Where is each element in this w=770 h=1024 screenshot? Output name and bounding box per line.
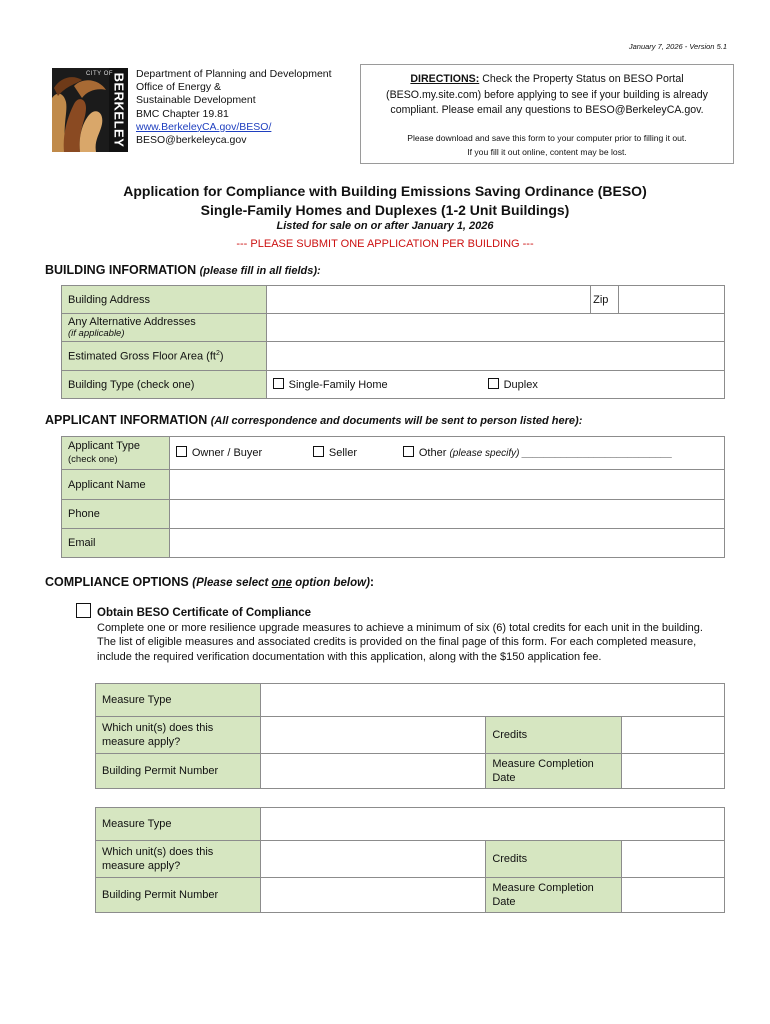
compliance-note-b: option below): [291, 577, 370, 589]
alt-address-label-cell: [62, 314, 267, 342]
owner-buyer-label: Owner / Buyer: [191, 447, 263, 459]
other-option[interactable]: [403, 447, 673, 459]
certificate-checkbox[interactable]: [76, 603, 91, 618]
building-address-row: [62, 286, 725, 314]
which-units-field-2[interactable]: [260, 841, 486, 878]
other-label: Other: [418, 447, 447, 459]
form-title: Application for Compliance with Building Emissions Saving Ordinance (BESO): [123, 183, 647, 199]
completion-label-2: Measure Completion Date: [486, 878, 622, 913]
measure-type-field-2[interactable]: [260, 808, 724, 841]
completion-label-1: Measure Completion Date: [486, 754, 622, 789]
applicant-type-label-cell: [62, 437, 170, 470]
credits-label-2: Credits: [486, 841, 622, 878]
other-specify-line[interactable]: (please specify) ___________________________: [449, 448, 673, 459]
applicant-type-note: (check one): [68, 454, 118, 465]
directions-note: [367, 132, 727, 159]
building-heading-text: BUILDING INFORMATION: [45, 263, 197, 277]
directions-body: Check the Property Status on BESO Portal (BESO.my.site.com) before applying to see if your building is already compliant. Please email any questions to BESO@BerkeleyCA.gov.: [386, 73, 708, 116]
form-listing-note: Listed for sale on or after January 1, 2026: [276, 220, 494, 232]
which-units-label-1: Which unit(s) does this measure apply?: [96, 717, 261, 754]
certificate-option[interactable]: [76, 603, 311, 619]
compliance-colon: :: [369, 575, 375, 589]
department-block: [136, 68, 332, 147]
floor-area-label: [62, 342, 267, 371]
permit-field-1[interactable]: [260, 754, 486, 789]
owner-buyer-checkbox[interactable]: [176, 446, 187, 457]
compliance-heading-note: [192, 577, 370, 589]
zip-field[interactable]: [619, 286, 725, 314]
units-row-1: [96, 717, 725, 754]
measure-type-label-2: Measure Type: [96, 808, 261, 841]
phone-field[interactable]: [169, 500, 724, 529]
dept-line4: BMC Chapter 19.81: [136, 107, 229, 120]
building-info-heading: [45, 263, 321, 277]
certificate-option-title: Obtain BESO Certificate of Compliance: [97, 607, 312, 619]
phone-label: Phone: [62, 500, 170, 529]
form-submit-note: --- PLEASE SUBMIT ONE APPLICATION PER BUILDING ---: [236, 238, 534, 250]
other-checkbox[interactable]: [403, 446, 414, 457]
beso-website-link[interactable]: www.BerkeleyCA.gov/BESO/: [136, 120, 272, 133]
alt-address-field[interactable]: [266, 314, 724, 342]
logo-city-of: CITY OF: [86, 71, 114, 77]
which-units-label-2: Which unit(s) does this measure apply?: [96, 841, 261, 878]
seller-option[interactable]: [313, 446, 403, 459]
applicant-type-options: [169, 437, 724, 470]
compliance-heading-text: COMPLIANCE OPTIONS: [45, 575, 189, 589]
directions-text: [367, 72, 727, 119]
measure-table-1: [95, 683, 725, 789]
owner-buyer-option[interactable]: [176, 446, 313, 459]
floor-area-text: Estimated Gross Floor Area (ft: [68, 350, 216, 363]
applicant-type-label: Applicant Type: [68, 440, 140, 452]
applicant-name-label: Applicant Name: [62, 470, 170, 500]
building-type-label: Building Type (check one): [62, 371, 267, 399]
measure-table-2: [95, 807, 725, 913]
permit-field-2[interactable]: [260, 878, 486, 913]
email-label: Email: [62, 529, 170, 558]
duplex-option[interactable]: [488, 379, 538, 391]
measure-type-label-1: Measure Type: [96, 684, 261, 717]
single-family-option[interactable]: [273, 378, 488, 391]
floor-area-field[interactable]: [266, 342, 724, 371]
compliance-note-one: one: [271, 577, 292, 589]
duplex-label: Duplex: [503, 379, 538, 391]
single-family-label: Single-Family Home: [288, 379, 388, 391]
floor-area-close: ): [219, 350, 224, 363]
directions-note2: If you fill it out online, content may be lost.: [467, 146, 627, 157]
building-type-row: [62, 371, 725, 399]
seller-checkbox[interactable]: [313, 446, 324, 457]
building-type-options: [266, 371, 724, 399]
applicant-info-heading: [45, 413, 582, 427]
permit-label-1: Building Permit Number: [96, 754, 261, 789]
dept-line3: Sustainable Development: [136, 94, 256, 107]
credits-field-2[interactable]: [622, 841, 725, 878]
logo-wordmark: BERKELEY: [111, 72, 126, 148]
directions-label: DIRECTIONS:: [410, 73, 480, 85]
alt-address-note: (if applicable): [68, 327, 125, 339]
building-address-label: Building Address: [62, 286, 267, 314]
completion-field-2[interactable]: [622, 878, 725, 913]
alt-address-row: [62, 314, 725, 342]
credits-field-1[interactable]: [622, 717, 725, 754]
credits-label-1: Credits: [486, 717, 622, 754]
phone-row: [62, 500, 725, 529]
version-stamp: January 7, 2026 - Version 5.1: [628, 42, 727, 51]
building-address-field[interactable]: [266, 286, 591, 314]
applicant-heading-note: (All correspondence and documents will be sent to person listed here):: [210, 415, 583, 427]
dept-email: BESO@berkeleyca.gov: [136, 134, 247, 147]
permit-row-1: [96, 754, 725, 789]
dept-line2: Office of Energy &: [136, 81, 222, 94]
email-field[interactable]: [169, 529, 724, 558]
measure-type-row-1: [96, 684, 725, 717]
building-info-table: [61, 285, 725, 399]
certificate-option-body: Complete one or more resilience upgrade measures to achieve a minimum of six (6) total credits for each unit in the building. The list of eligible measures and associated credits is provided on the final page of this form. For each completed measure, include the required verification documentation with this application, along with the $150 application fee.: [97, 622, 703, 663]
city-logo: [52, 68, 128, 152]
floor-area-sup: 2: [215, 349, 220, 357]
applicant-name-field[interactable]: [169, 470, 724, 500]
seller-label: Seller: [328, 447, 357, 459]
compliance-heading: [45, 575, 374, 589]
building-heading-note: (please fill in all fields):: [199, 265, 321, 277]
completion-field-1[interactable]: [622, 754, 725, 789]
logo-wordmark-wrap: [110, 70, 127, 150]
applicant-info-table: [61, 436, 725, 558]
permit-row-2: [96, 878, 725, 913]
directions-box: [360, 64, 734, 164]
email-row: [62, 529, 725, 558]
measure-type-field-1[interactable]: [260, 684, 724, 717]
permit-label-2: Building Permit Number: [96, 878, 261, 913]
applicant-name-row: [62, 470, 725, 500]
compliance-note-a: (Please select: [192, 577, 272, 589]
alt-address-label: Any Alternative Addresses: [68, 315, 196, 328]
single-family-checkbox[interactable]: [273, 378, 284, 389]
applicant-heading-text: APPLICANT INFORMATION: [45, 413, 208, 427]
applicant-type-row: [62, 437, 725, 470]
form-subtitle: Single-Family Homes and Duplexes (1-2 Unit Buildings): [200, 202, 570, 218]
dept-line1: Department of Planning and Development: [136, 68, 332, 80]
units-row-2: [96, 841, 725, 878]
floor-area-row: [62, 342, 725, 371]
measure-type-row-2: [96, 808, 725, 841]
zip-label: Zip: [591, 286, 619, 314]
directions-note1: Please download and save this form to your computer prior to filling it out.: [407, 133, 687, 143]
which-units-field-1[interactable]: [260, 717, 486, 754]
duplex-checkbox[interactable]: [488, 378, 499, 389]
